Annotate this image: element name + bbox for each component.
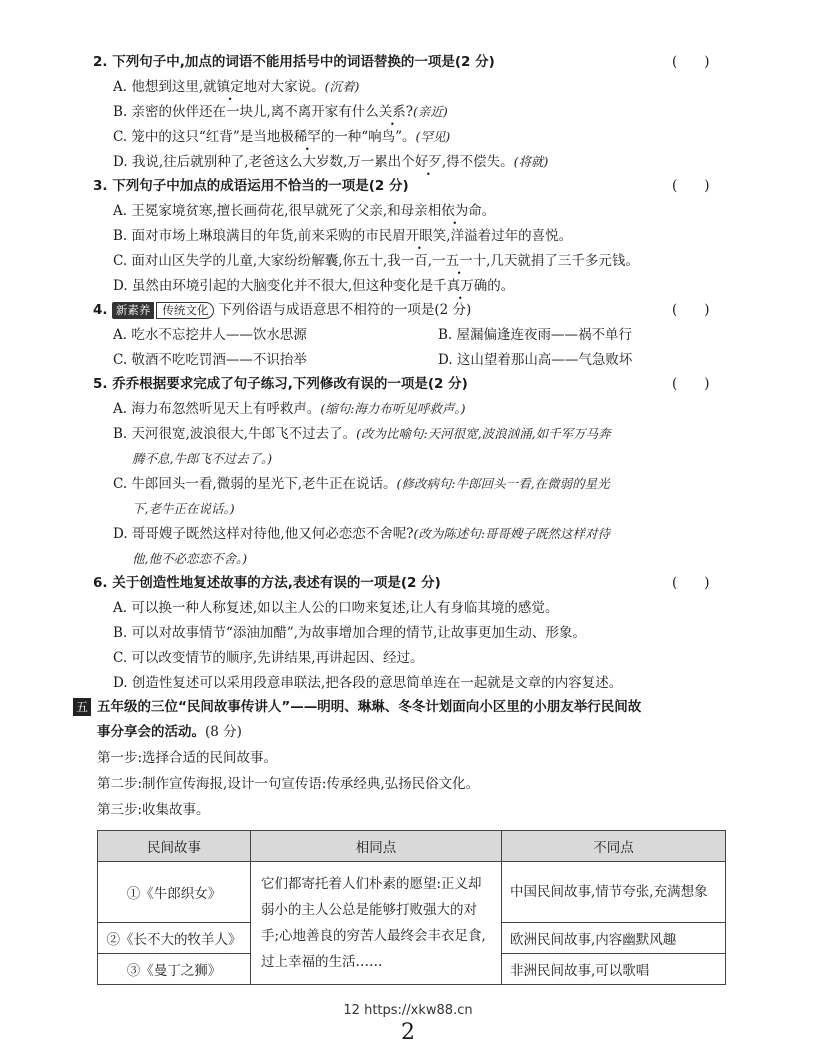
q4-stem: 4. 新素养 传统文化 下列俗语与成语意思不相符的一项是(2 分) xyxy=(93,302,472,318)
new-literacy-tag: 新素养 xyxy=(112,302,155,319)
q5-option-d-cont: 他,他不必恋恋不舍。) xyxy=(132,551,248,566)
diff-cell: 欧洲民间故事,内容幽默风趣 xyxy=(502,923,726,954)
q5-option-b[interactable]: B. 天河很宽,波浪很大,牛郎飞不过去了。(改为比喻句:天河很宽,波浪汹涌,如千军万马奔 xyxy=(113,426,611,442)
step-2: 第二步:制作宣传海报,设计一句宣传语:传承经典,弘扬民俗文化。 xyxy=(97,776,480,792)
step-1: 第一步:选择合适的民间故事。 xyxy=(97,750,278,766)
q3-stem: 3. 下列句子中加点的成语运用不恰当的一项是(2 分) xyxy=(93,178,409,194)
q3-answer-bracket[interactable]: ( ) xyxy=(672,178,710,194)
page-number: 2 xyxy=(401,1020,415,1045)
q4-option-d[interactable]: D. 这山望着那山高——气急败坏 xyxy=(438,352,633,368)
q5-option-a[interactable]: A. 海力布忽然听见天上有呼救声。(缩句:海力布听见呼救声。) xyxy=(113,401,466,417)
q6-answer-bracket[interactable]: ( ) xyxy=(672,575,710,591)
q5-option-b-cont: 腾不息,牛郎飞不过去了。) xyxy=(132,451,273,466)
same-points-cell: 它们都寄托着人们朴素的愿望:正义却弱小的主人公总是能够打败强大的对手;心地善良的穷苦人最终会丰衣足食,过上幸福的生活…… xyxy=(251,862,502,985)
q2-option-a[interactable]: A. 他想到这里,就镇定地对大家说。(沉着) xyxy=(113,79,360,95)
header-diff: 不同点 xyxy=(502,831,726,862)
table-row xyxy=(98,862,726,923)
section-badge: 五 xyxy=(73,698,91,716)
header-story: 民间故事 xyxy=(98,831,251,862)
q4-option-a[interactable]: A. 吃水不忘挖井人——饮水思源 xyxy=(113,327,307,343)
story-cell: ①《牛郎织女》 xyxy=(98,862,251,923)
section-5-title-cont: 事分享会的活动。(8 分) xyxy=(97,724,242,740)
q2-option-d[interactable]: D. 我说,往后就别种了,老爸这么大岁数,万一累出个好歹,得不偿失。(将就) xyxy=(113,154,549,170)
q5-answer-bracket[interactable]: ( ) xyxy=(672,376,710,392)
header-same: 相同点 xyxy=(251,831,502,862)
q5-option-d[interactable]: D. 哥哥嫂子既然这样对待他,他又何必恋恋不舍呢?(改为陈述句:哥哥嫂子既然这样对待 xyxy=(113,526,611,542)
q2-option-b[interactable]: B. 亲密的伙伴还在一块儿,离不离开家有什么关系?(亲近) xyxy=(113,104,448,120)
q6-option-c[interactable]: C. 可以改变情节的顺序,先讲结果,再讲起因、经过。 xyxy=(113,650,424,666)
traditional-culture-tag: 传统文化 xyxy=(156,302,214,319)
story-cell: ③《曼丁之狮》 xyxy=(98,954,251,985)
q2-option-c[interactable]: C. 笼中的这只“红背”是当地极稀罕的一种“响鸟”。(罕见) xyxy=(113,129,451,145)
q6-option-d[interactable]: D. 创造性复述可以采用段意串联法,把各段的意思简单连在一起就是文章的内容复述。 xyxy=(113,675,623,691)
q4-option-c[interactable]: C. 敬酒不吃吃罚酒——不识抬举 xyxy=(113,352,307,368)
q2-stem: 2. 下列句子中,加点的词语不能用括号中的词语替换的一项是(2 分) xyxy=(93,54,495,70)
q6-option-a[interactable]: A. 可以换一种人称复述,如以主人公的口吻来复述,让人有身临其境的感觉。 xyxy=(113,600,559,616)
story-cell: ②《长不大的牧羊人》 xyxy=(98,923,251,954)
watermark-url: 12 https://xkw88.cn xyxy=(343,1003,473,1018)
section-5-title: 五 五年级的三位“民间故事传讲人”——明明、琳琳、冬冬计划面向小区里的小朋友举行民间故 xyxy=(73,697,641,717)
q3-option-d[interactable]: D. 虽然由环境引起的大脑变化并不很大,但这种变化是千真万确的。 xyxy=(113,278,515,294)
table-header-row xyxy=(98,831,726,862)
diff-cell: 非洲民间故事,可以歌唱 xyxy=(502,954,726,985)
q4-answer-bracket[interactable]: ( ) xyxy=(672,302,710,318)
q6-stem: 6. 关于创造性地复述故事的方法,表述有误的一项是(2 分) xyxy=(93,575,441,591)
q5-stem: 5. 乔乔根据要求完成了句子练习,下列修改有误的一项是(2 分) xyxy=(93,376,468,392)
q2-answer-bracket[interactable]: ( ) xyxy=(672,54,710,70)
q3-option-b[interactable]: B. 面对市场上琳琅满目的年货,前来采购的市民眉开眼笑,洋溢着过年的喜悦。 xyxy=(113,228,573,244)
q5-option-c-cont: 下,老牛正在说话。) xyxy=(132,501,235,516)
step-3: 第三步:收集故事。 xyxy=(97,802,210,818)
q3-option-c[interactable]: C. 面对山区失学的儿童,大家纷纷解囊,你五十,我一百,一五一十,几天就捐了三千多元钱。 xyxy=(113,253,639,269)
q4-option-b[interactable]: B. 屋漏偏逢连夜雨——祸不单行 xyxy=(438,327,633,343)
diff-cell: 中国民间故事,情节夸张,充满想象 xyxy=(502,862,726,923)
folk-story-table xyxy=(97,830,726,985)
q5-option-c[interactable]: C. 牛郎回头一看,微弱的星光下,老牛正在说话。(修改病句:牛郎回头一看,在微弱的星光 xyxy=(113,476,610,492)
q6-option-b[interactable]: B. 可以对故事情节“添油加醋”,为故事增加合理的情节,让故事更加生动、形象。 xyxy=(113,625,586,641)
q3-option-a[interactable]: A. 王冕家境贫寒,擅长画荷花,很早就死了父亲,和母亲相依为命。 xyxy=(113,203,496,219)
